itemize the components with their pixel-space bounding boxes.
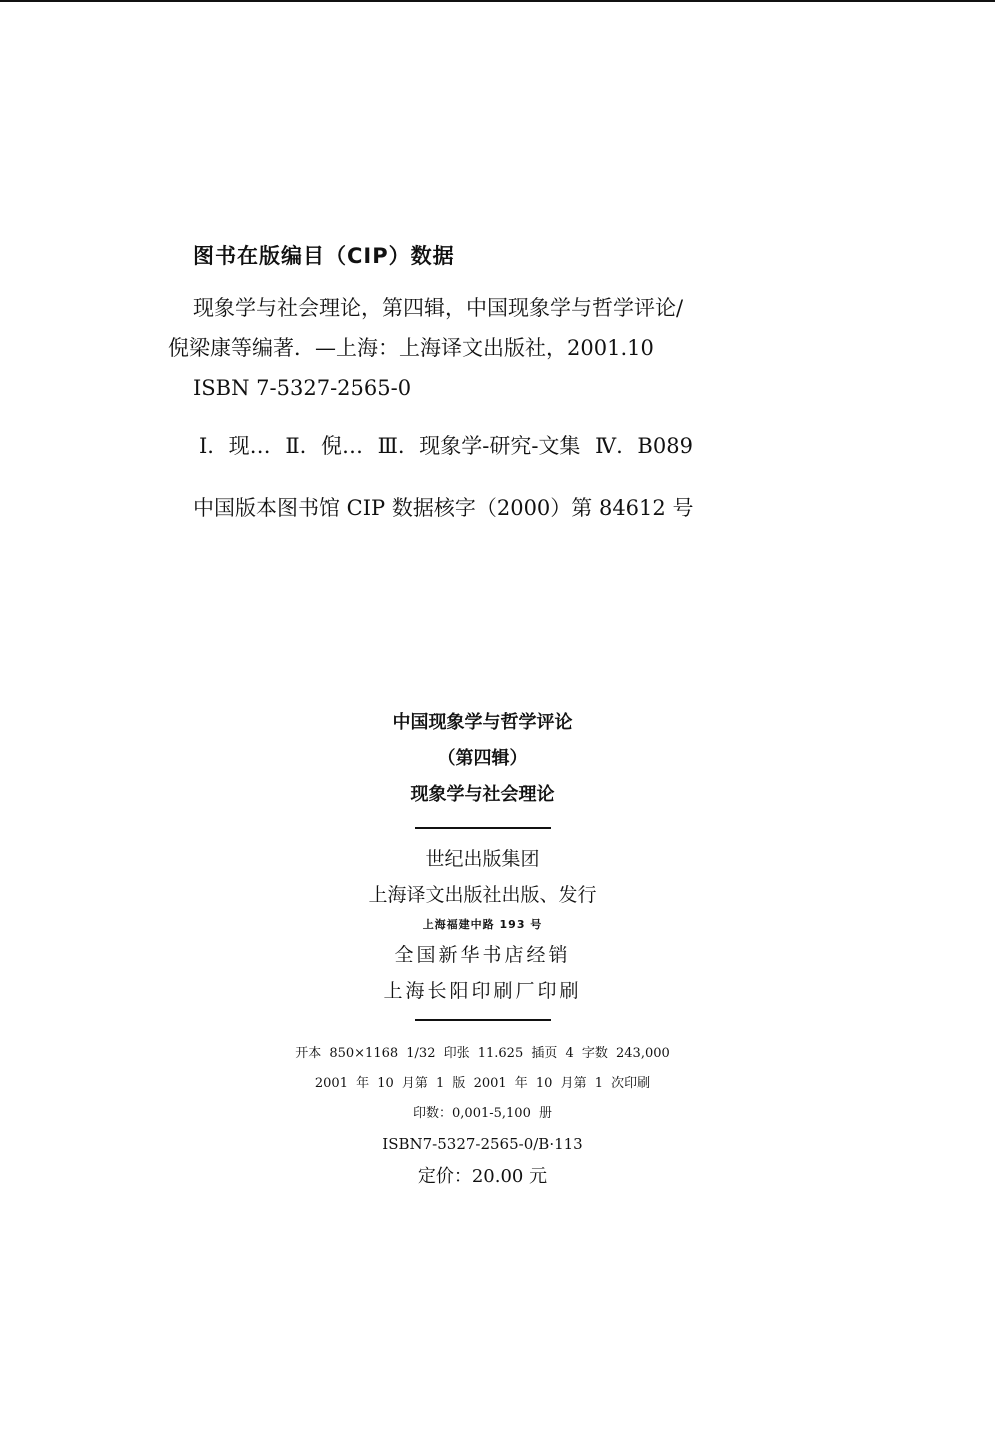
series-title: 中国现象学与哲学评论: [392, 712, 573, 733]
printer: 上海长阳印刷厂印刷: [383, 980, 582, 1002]
cip-author-publisher-line: 倪梁康等编著．—上海：上海译文出版社，2001.10: [168, 336, 654, 360]
cip-classification: Ⅰ. 现… Ⅱ. 倪… Ⅲ. 现象学-研究-文集 Ⅳ. B089: [199, 434, 693, 458]
divider-rule: [415, 1019, 551, 1021]
publisher-address: 上海福建中路 193 号: [422, 918, 543, 931]
cip-isbn: ISBN 7-5327-2565-0: [193, 376, 412, 400]
cip-heading: 图书在版编目（CIP）数据: [193, 244, 455, 268]
format-specs: 开本 850×1168 1/32 印张 11.625 插页 4 字数 243,000: [295, 1046, 670, 1061]
publisher: 上海译文出版社出版、发行: [368, 884, 597, 906]
price: 定价：20.00 元: [417, 1166, 548, 1187]
divider-rule: [415, 827, 551, 829]
book-title: 现象学与社会理论: [410, 784, 555, 805]
cip-data-block: [168, 238, 913, 528]
publishing-group: 世纪出版集团: [425, 848, 540, 870]
distributor: 全国新华书店经销: [394, 944, 571, 966]
edition-info: 2001 年 10 月第 1 版 2001 年 10 月第 1 次印刷: [314, 1076, 651, 1091]
cip-registration-number: 中国版本图书馆 CIP 数据核字（2000）第 84612 号: [193, 496, 694, 520]
top-border-rule: [0, 0, 995, 2]
full-isbn: ISBN7-5327-2565-0/B·113: [382, 1135, 583, 1153]
print-run: 印数：0,001-5,100 册: [413, 1106, 552, 1121]
cip-title-line: 现象学与社会理论，第四辑，中国现象学与哲学评论/: [193, 296, 684, 320]
volume-label: （第四辑）: [437, 748, 528, 769]
colophon-block: [230, 705, 735, 1195]
